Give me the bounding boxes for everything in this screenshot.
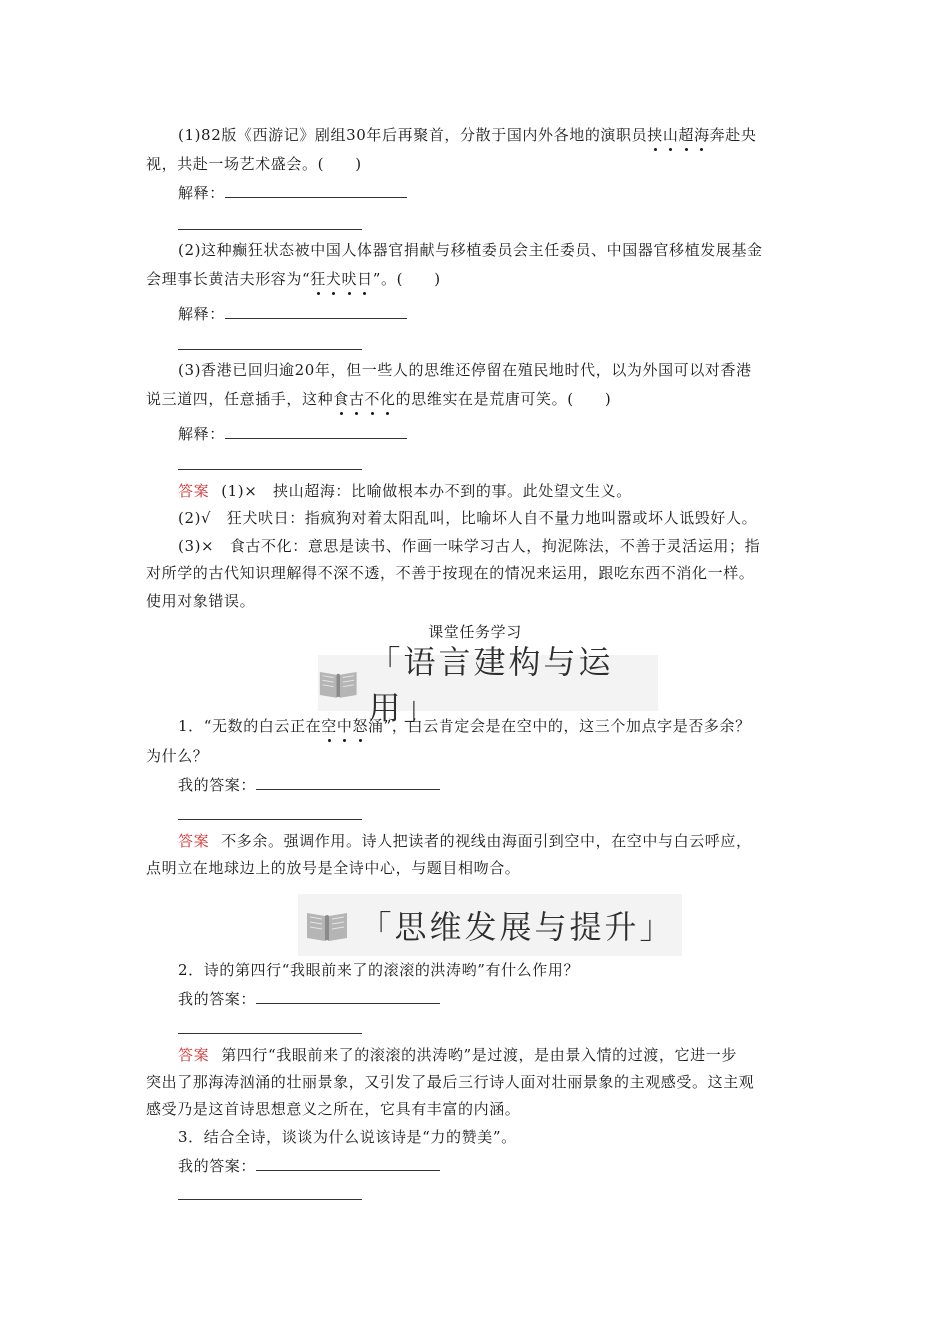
book-icon bbox=[318, 665, 358, 701]
task1-answer-line1 bbox=[178, 831, 752, 851]
q2-line2 bbox=[146, 269, 441, 289]
answer-3-line1: (3)× 食古不化：意思是读书、作画一味学习古人，拘泥陈法，不善于灵活运用；指 bbox=[178, 537, 761, 555]
answer-label: 答案 bbox=[178, 832, 210, 850]
q3-explain bbox=[178, 424, 407, 444]
task2-answer-line1 bbox=[178, 1045, 737, 1065]
explain-label: 解释： bbox=[178, 184, 225, 202]
dotted-char: 化 bbox=[380, 390, 396, 408]
answer-text: 第四行“我眼前来了的滚滚的洪涛哟”是过渡，是由景入情的过渡，它进一步 bbox=[221, 1046, 737, 1064]
answer-text: (1)× 挟山超海：比喻做根本办不到的事。此处望文生义。 bbox=[221, 482, 632, 500]
my-answer-label: 我的答案： bbox=[178, 1157, 257, 1175]
my-answer-label: 我的答案： bbox=[178, 990, 257, 1008]
answer-blank-line[interactable] bbox=[178, 228, 362, 230]
task1-text-post: 涌”，白云肯定会是在空中的，这三个加点字是否多余？ bbox=[368, 717, 751, 735]
explain-blank[interactable] bbox=[225, 424, 407, 439]
dotted-char: 海 bbox=[694, 126, 710, 144]
dotted-char: 古 bbox=[348, 390, 365, 408]
q3-text-post: 的思维实在是荒唐可笑。( ) bbox=[395, 390, 612, 408]
dotted-char: 超 bbox=[678, 126, 695, 144]
my-answer-blank[interactable] bbox=[256, 775, 440, 790]
answer-blank-line[interactable] bbox=[178, 1198, 362, 1200]
my-answer-blank[interactable] bbox=[256, 989, 440, 1004]
dotted-char: 中 bbox=[336, 717, 353, 735]
explain-label: 解释： bbox=[178, 305, 225, 323]
task2-my-answer bbox=[178, 989, 440, 1009]
dotted-char: 吠 bbox=[341, 270, 358, 288]
my-answer-label: 我的答案： bbox=[178, 776, 257, 794]
banner-title: 「语言建构与运用」 bbox=[368, 643, 614, 727]
q2-text-post: ”。( ) bbox=[372, 270, 441, 288]
book-icon bbox=[305, 907, 349, 943]
dotted-char: 空 bbox=[321, 717, 337, 735]
q2-line1: (2)这种癫狂状态被中国人体器官捐献与移植委员会主任委员、中国器官移植发展基金 bbox=[178, 241, 763, 259]
task1-my-answer bbox=[178, 775, 440, 795]
answer-label: 答案 bbox=[178, 1046, 210, 1064]
task2-line1: 2．诗的第四行“我眼前来了的滚滚的洪涛哟”有什么作用？ bbox=[178, 961, 580, 979]
explain-label: 解释： bbox=[178, 425, 225, 443]
dotted-char: 食 bbox=[333, 390, 349, 408]
banner-title: 「思维发展与提升」 bbox=[359, 908, 675, 946]
section-banner bbox=[318, 643, 658, 727]
q2-explain bbox=[178, 304, 407, 324]
dotted-char: 山 bbox=[662, 126, 679, 144]
q3-line1: (3)香港已回归逾20年，但一些人的思维还停留在殖民地时代，以为外国可以对香港 bbox=[178, 361, 752, 379]
answer-label: 答案 bbox=[178, 482, 210, 500]
task1-text-pre: 1．“无数的白云正在 bbox=[178, 717, 322, 735]
answer-blank-line[interactable] bbox=[178, 818, 362, 820]
q2-text-pre: 会理事长黄洁夫形容为“ bbox=[146, 270, 311, 288]
q1-text-post: 奔赴央 bbox=[709, 126, 757, 144]
answer-blank-line[interactable] bbox=[178, 468, 362, 470]
answer-3-line3: 使用对象错误。 bbox=[146, 592, 256, 610]
task2-answer-line2: 突出了那海涛汹涌的壮丽景象，又引发了最后三行诗人面对壮丽景象的主观感受。这主观 bbox=[146, 1073, 755, 1091]
answer-2: (2)√ 狂犬吠日：指疯狗对着太阳乱叫，比喻坏人自不量力地叫嚣或坏人诋毁好人。 bbox=[178, 509, 758, 527]
my-answer-blank[interactable] bbox=[256, 1156, 440, 1171]
section-title: 课堂任务学习 bbox=[428, 623, 522, 641]
task1-line1 bbox=[178, 716, 751, 736]
dotted-char: 怒 bbox=[352, 717, 369, 735]
q3-line2 bbox=[146, 389, 611, 409]
dotted-char: 挟 bbox=[647, 126, 663, 144]
task1-line2: 为什么？ bbox=[146, 747, 209, 765]
answer-3-line2: 对所学的古代知识理解得不深不透，不善于按现在的情况来运用，跟吃东西不消化一样。 bbox=[146, 564, 755, 582]
answer-blank-line[interactable] bbox=[178, 1032, 362, 1034]
answer-1 bbox=[178, 481, 632, 501]
section-banner bbox=[298, 894, 682, 956]
task2-answer-line3: 感受乃是这首诗思想意义之所在，它具有丰富的内涵。 bbox=[146, 1100, 521, 1118]
explain-blank[interactable] bbox=[225, 183, 407, 198]
dotted-char: 狂 bbox=[310, 270, 326, 288]
task1-answer-line2: 点明立在地球边上的放号是全诗中心，与题目相吻合。 bbox=[146, 859, 521, 877]
q1-line1 bbox=[178, 125, 756, 145]
q3-text-pre: 说三道四，任意插手，这种 bbox=[146, 390, 334, 408]
q1-explain bbox=[178, 183, 407, 203]
dotted-char: 日 bbox=[357, 270, 373, 288]
explain-blank[interactable] bbox=[225, 304, 407, 319]
answer-text: 不多余。强调作用。诗人把读者的视线由海面引到空中，在空中与白云呼应， bbox=[221, 832, 752, 850]
answer-blank-line[interactable] bbox=[178, 348, 362, 350]
dotted-char: 不 bbox=[364, 390, 381, 408]
q1-text-pre: (1)82版《西游记》剧组30年后再聚首，分散于国内外各地的演职员 bbox=[178, 126, 648, 144]
task3-line1: 3．结合全诗，谈谈为什么说该诗是“力的赞美”。 bbox=[178, 1128, 517, 1146]
task3-my-answer bbox=[178, 1156, 440, 1176]
q1-line2: 视，共赴一场艺术盛会。( ) bbox=[146, 155, 362, 173]
dotted-char: 犬 bbox=[325, 270, 342, 288]
